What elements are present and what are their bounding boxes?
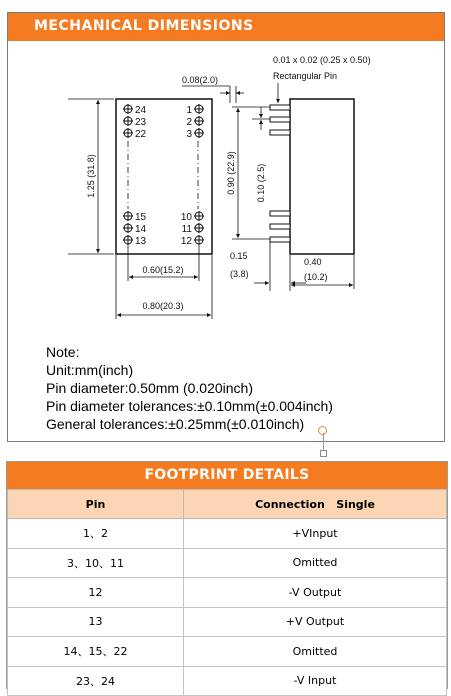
table-header-row: [8, 490, 447, 519]
table-row: [8, 607, 447, 637]
column-header-pin: Pin: [8, 490, 184, 519]
notes-unit: Unit:mm(inch): [46, 362, 134, 378]
footprint-title: FOOTPRINT DETAILS: [144, 467, 310, 483]
pin-label: 3: [186, 129, 192, 140]
pin-pitch-dimension: [252, 107, 270, 130]
table-row: [8, 578, 447, 608]
pin-cell: 3、10、11: [8, 548, 184, 578]
connection-cell: -V Input: [184, 666, 447, 696]
pin-markers-left: [123, 104, 133, 245]
pin-label: 11: [181, 224, 192, 235]
pin-length-inch-label: 0.15: [230, 251, 248, 261]
pin-pitch-label: 0.10 (2.5): [256, 163, 266, 203]
row-spacing-dimension: [128, 245, 199, 281]
side-pins: [270, 105, 290, 242]
table-row: [8, 666, 447, 696]
pin-label: 1: [186, 105, 192, 116]
pin-label: 13: [135, 236, 147, 247]
footprint-panel: [6, 461, 448, 689]
footprint-header: [7, 462, 447, 489]
column-header-connection: Connection Single: [184, 490, 447, 519]
pin-cell: 14、15、22: [8, 637, 184, 667]
connection-cell: +VInput: [184, 519, 447, 549]
mechanical-drawing: [8, 13, 444, 343]
pin-label: 12: [180, 236, 192, 247]
connection-cell: +V Output: [184, 607, 447, 637]
pin-offset-dimension: [182, 86, 244, 103]
pin-label: 22: [135, 129, 147, 140]
pin-cell: 12: [8, 578, 184, 608]
pin-label: 15: [135, 212, 147, 223]
notes-title: Note:: [46, 344, 80, 360]
notes-pin-tolerance: Pin diameter tolerances:±0.10mm(±0.004inch): [46, 398, 333, 414]
connection-cell: -V Output: [184, 578, 447, 608]
anchor-handle[interactable]: [320, 450, 327, 457]
depth-inch-label: 0.40: [304, 257, 322, 267]
pin-label: 23: [135, 117, 147, 128]
notes-pin-diameter: Pin diameter:0.50mm (0.020inch): [46, 380, 253, 396]
pin-type-label: Rectangular Pin: [273, 71, 338, 81]
table-row: [8, 637, 447, 667]
pin-size-label: 0.01 x 0.02 (0.25 x 0.50): [273, 55, 371, 65]
pin-span-label: 0.90 (22.9): [226, 151, 236, 195]
notes-block: [46, 343, 333, 433]
pin-length-dimension: [254, 242, 306, 291]
row-spacing-label: 0.60(15.2): [142, 265, 184, 275]
height-total-label: 1.25 (31.8): [86, 154, 96, 198]
module-outline-side: [290, 99, 354, 254]
pin-label: 10: [180, 212, 192, 223]
pin-cell: 1、2: [8, 519, 184, 549]
footprint-table: [7, 489, 447, 696]
table-row: [8, 548, 447, 578]
pin-offset-label: 0.08(2.0): [182, 75, 219, 85]
connection-cell: Omitted: [184, 548, 447, 578]
pin-cell: 23、24: [8, 666, 184, 696]
pin-markers-right: [194, 104, 204, 245]
pin-length-mm-label: (3.8): [230, 269, 249, 279]
connection-cell: Omitted: [184, 637, 447, 667]
notes-general-tolerance: General tolerances:±0.25mm(±0.010inch): [46, 416, 305, 432]
mechanical-dimensions-panel: [7, 12, 445, 442]
pin-label: 24: [135, 105, 147, 116]
width-total-label: 0.80(20.3): [142, 301, 184, 311]
pin-label: 14: [135, 224, 147, 235]
mechanical-dimensions-title: MECHANICAL DIMENSIONS: [34, 18, 254, 34]
pin-label: 2: [186, 117, 192, 128]
depth-mm-label: (10.2): [304, 272, 328, 282]
table-row: [8, 519, 447, 549]
pin-cell: 13: [8, 607, 184, 637]
